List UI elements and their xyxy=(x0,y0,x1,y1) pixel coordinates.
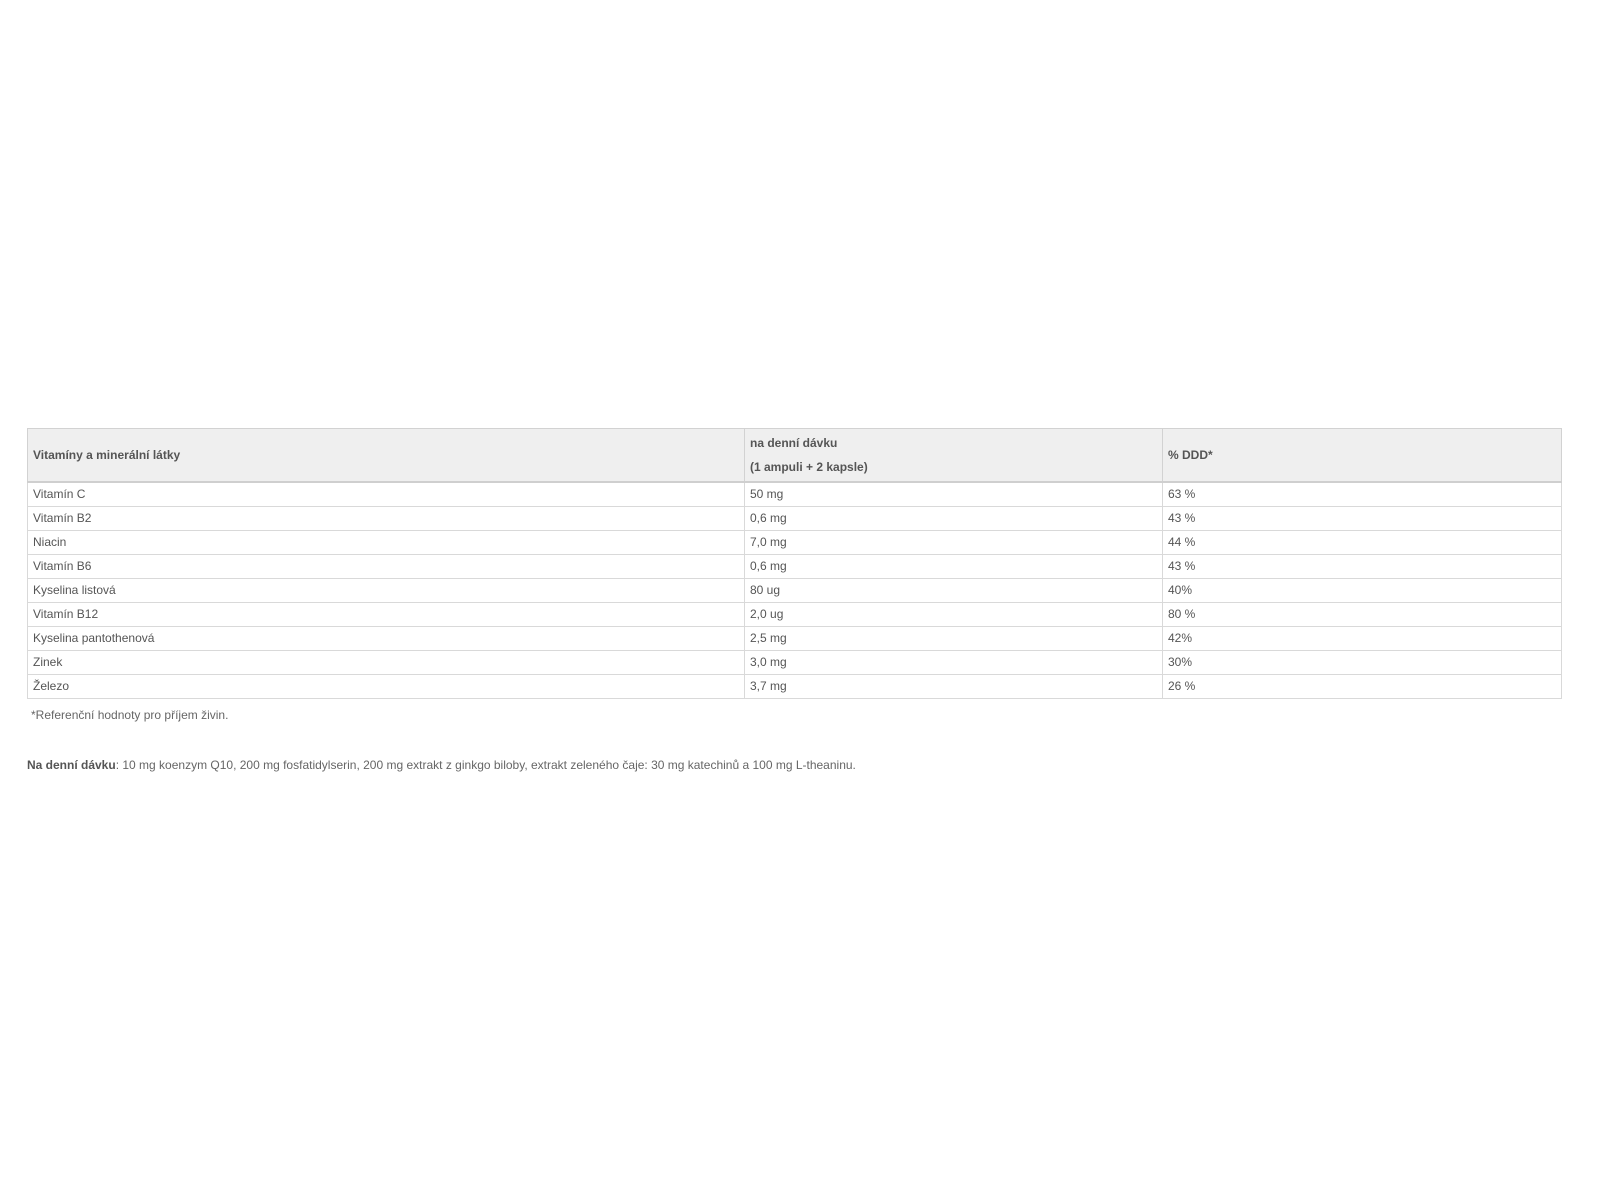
header-nutrient: Vitamíny a minerální látky xyxy=(28,429,745,483)
table-row xyxy=(28,675,1562,699)
header-daily-dose-line2: (1 ampuli + 2 kapsle) xyxy=(750,460,868,474)
daily-dose-text: : 10 mg koenzym Q10, 200 mg fosfatidylserin, 200 mg extrakt z ginkgo biloby, extrakt zeleného čaje: 30 mg katechinů a 100 mg L-theaninu. xyxy=(115,758,856,772)
nutrient-dose: 0,6 mg xyxy=(745,555,1163,579)
nutrient-name: Zinek xyxy=(28,651,745,675)
daily-dose-label: Na denní dávku xyxy=(27,758,116,772)
nutrient-dose: 50 mg xyxy=(745,482,1163,507)
nutrient-percent: 44 % xyxy=(1163,531,1562,555)
table-row xyxy=(28,651,1562,675)
nutrient-dose: 7,0 mg xyxy=(745,531,1163,555)
nutrient-name: Niacin xyxy=(28,531,745,555)
nutrient-percent: 30% xyxy=(1163,651,1562,675)
nutrition-table xyxy=(27,428,1562,699)
nutrient-name: Vitamín C xyxy=(28,482,745,507)
header-daily-dose-line1: na denní dávku xyxy=(750,436,838,450)
nutrient-name: Vitamín B12 xyxy=(28,603,745,627)
nutrient-percent: 63 % xyxy=(1163,482,1562,507)
nutrient-name: Vitamín B6 xyxy=(28,555,745,579)
table-row xyxy=(28,482,1562,507)
nutrient-name: Vitamín B2 xyxy=(28,507,745,531)
nutrient-percent: 26 % xyxy=(1163,675,1562,699)
nutrient-percent: 43 % xyxy=(1163,555,1562,579)
nutrient-dose: 2,0 ug xyxy=(745,603,1163,627)
nutrient-dose: 2,5 mg xyxy=(745,627,1163,651)
table-row xyxy=(28,507,1562,531)
nutrient-dose: 80 ug xyxy=(745,579,1163,603)
nutrient-name: Kyselina pantothenová xyxy=(28,627,745,651)
header-percent-ddd: % DDD* xyxy=(1163,429,1562,483)
nutrition-content xyxy=(27,428,1561,773)
nutrient-percent: 40% xyxy=(1163,579,1562,603)
nutrient-dose: 3,7 mg xyxy=(745,675,1163,699)
table-row xyxy=(28,627,1562,651)
nutrient-dose: 0,6 mg xyxy=(745,507,1163,531)
daily-dose-note xyxy=(27,757,1561,773)
table-row xyxy=(28,555,1562,579)
table-row xyxy=(28,579,1562,603)
nutrient-name: Železo xyxy=(28,675,745,699)
table-header-row xyxy=(28,429,1562,483)
nutrient-percent: 43 % xyxy=(1163,507,1562,531)
table-row xyxy=(28,603,1562,627)
nutrient-percent: 42% xyxy=(1163,627,1562,651)
nutrient-name: Kyselina listová xyxy=(28,579,745,603)
table-row xyxy=(28,531,1562,555)
reference-footnote: *Referenční hodnoty pro příjem živin. xyxy=(31,708,229,722)
header-daily-dose xyxy=(745,429,1163,483)
nutrient-percent: 80 % xyxy=(1163,603,1562,627)
nutrient-dose: 3,0 mg xyxy=(745,651,1163,675)
